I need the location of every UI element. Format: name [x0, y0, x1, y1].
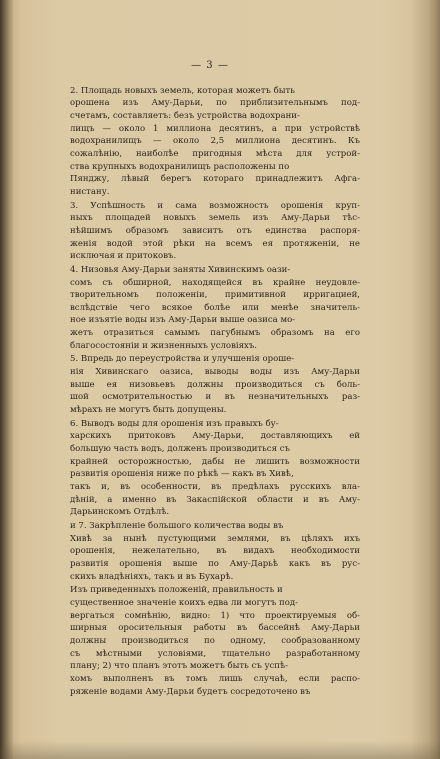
paragraph: [60, 264, 360, 353]
text-line: 3. Успѣшность и сама возможность орошенія круп-: [70, 200, 360, 211]
text-line: плану; 2) что планъ этотъ можетъ быть съ успѣ-: [70, 661, 289, 672]
text-line: жетъ отразиться самымъ пагубнымъ образомъ на его: [70, 328, 360, 339]
text-line: сомъ съ обширной, находящейся въ крайне неудовле-: [70, 277, 361, 288]
text-line: благосостояніи и жизненныхъ условіяхъ.: [70, 340, 257, 351]
text-line: крайней осторожностью, дабы не лишить возможности: [70, 456, 360, 467]
text-line: мѣрахъ не могутъ быть допущены.: [70, 405, 227, 416]
text-line: Дарьинскомъ Отдѣлѣ.: [70, 507, 170, 518]
text-line: и 7. Закрѣпленіе большого количества воды въ: [70, 520, 284, 531]
paragraph: [60, 520, 360, 583]
text-line: Изъ приведенныхъ положеній, правильность и: [70, 585, 283, 596]
paragraph: [60, 584, 360, 698]
text-line: 2. Площадь новыхъ земель, которая можетъ быть: [70, 85, 295, 96]
text-line: лищъ — около 1 миллиона десятинъ, а при устройствѣ: [70, 123, 361, 134]
text-line: водохранилищъ — около 2,5 миллиона десятинъ. Къ: [70, 136, 360, 147]
text-line: 6. Выводъ воды для орошенія изъ правыхъ бу-: [70, 418, 279, 429]
paragraph: [60, 418, 360, 519]
text-line: ряженіе водами Аму-Дарьи будетъ сосредоточено въ: [70, 686, 311, 697]
text-line: такъ и, въ особенности, въ предѣлахъ русскихъ вла-: [70, 482, 360, 492]
text-line: 4. Низовья Аму-Дарьи заняты Хивинскимъ оази-: [70, 264, 291, 275]
paragraph: [60, 353, 360, 416]
text-line: развитія орошенія ниже по рѣкѣ — какъ въ Хивѣ,: [70, 469, 294, 480]
text-line: шой осмотрительностью и въ незначительныхъ раз-: [70, 392, 361, 403]
text-line: женія водой этой рѣки на всемъ ея протяженіи, не: [70, 238, 360, 249]
text-line: должны производиться по одному, сообразованному: [70, 635, 360, 646]
page-edge-shadow: [0, 741, 440, 759]
paragraph: [60, 200, 360, 263]
text-line: сожалѣнію, наиболѣе пригодныя мѣста для устрой-: [70, 148, 361, 159]
text-line: Пянджу, лѣвый берегъ котораго принадлежитъ Афга-: [70, 174, 360, 185]
text-line: нѣйшимъ образомъ зависитъ отъ единства распоря-: [70, 225, 361, 236]
text-line: ное изъятіе воды изъ Аму-Дарьи выше оазиса мо-: [70, 315, 296, 326]
text-line: хомъ выполненъ въ томъ лишь случаѣ, если распо-: [70, 673, 360, 684]
paragraphs: [60, 85, 360, 699]
text-line: ныхъ площадей новыхъ земель изъ Аму-Дарьи тѣс-: [70, 213, 360, 224]
text-line: большую часть водъ, долженъ производиться съ: [70, 444, 290, 455]
text-line: исключая и притоковъ.: [70, 251, 177, 262]
page-text-block: [60, 60, 360, 698]
text-line: счетамъ, составляетъ: безъ устройства водохрани-: [70, 110, 300, 121]
text-line: 5. Впредь до переустройства и улучшенія ороше-: [70, 354, 295, 365]
paragraph: [60, 85, 360, 199]
text-line: ширныя оросительныя работы въ бассейнѣ Аму-Дарьи: [70, 623, 361, 634]
text-line: съ мѣстными условіями, тщательно разработанному: [70, 648, 361, 659]
text-line: развитія орошенія выше по Аму-Дарьѣ какъ въ рус-: [70, 558, 361, 569]
text-line: ства крупныхъ водохранилищъ расположены по: [70, 161, 290, 172]
text-line: творительномъ положеніи, примитивной ирригацией,: [70, 290, 360, 301]
page-number: — 3 —: [191, 60, 229, 71]
text-line: вслѣдствіе чего всякое болѣе или менѣе значитель-: [70, 302, 360, 313]
text-line: нія Хивинскаго оазиса, выводы воды изъ Аму-Дарьи: [70, 367, 360, 378]
text-line: скихъ владѣніяхъ, такъ и въ Бухарѣ.: [70, 571, 234, 582]
text-line: орошенія, нежелательно, въ видахъ необходимости: [70, 546, 360, 557]
text-line: харскихъ притоковъ Аму-Дарьи, доставляющихъ ей: [70, 431, 360, 442]
text-line: существенное значеніе коихъ едва ли могутъ под-: [70, 597, 299, 608]
text-line: орошена изъ Аму-Дарьи, по приблизительнымъ под-: [70, 98, 360, 109]
text-line: выше ея низовьевъ должны производиться съ боль-: [70, 379, 360, 390]
text-line: дѣній, а именно въ Закаспійской области и въ Аму-: [70, 494, 360, 505]
text-line: вергаться сомнѣнію, видно: 1) что проектируемыя об-: [70, 610, 361, 621]
text-line: Хивѣ за нынѣ пустующими землями, въ цѣляхъ ихъ: [70, 533, 361, 544]
text-line: нистану.: [70, 186, 110, 197]
book-spine-shadow: [0, 0, 14, 759]
